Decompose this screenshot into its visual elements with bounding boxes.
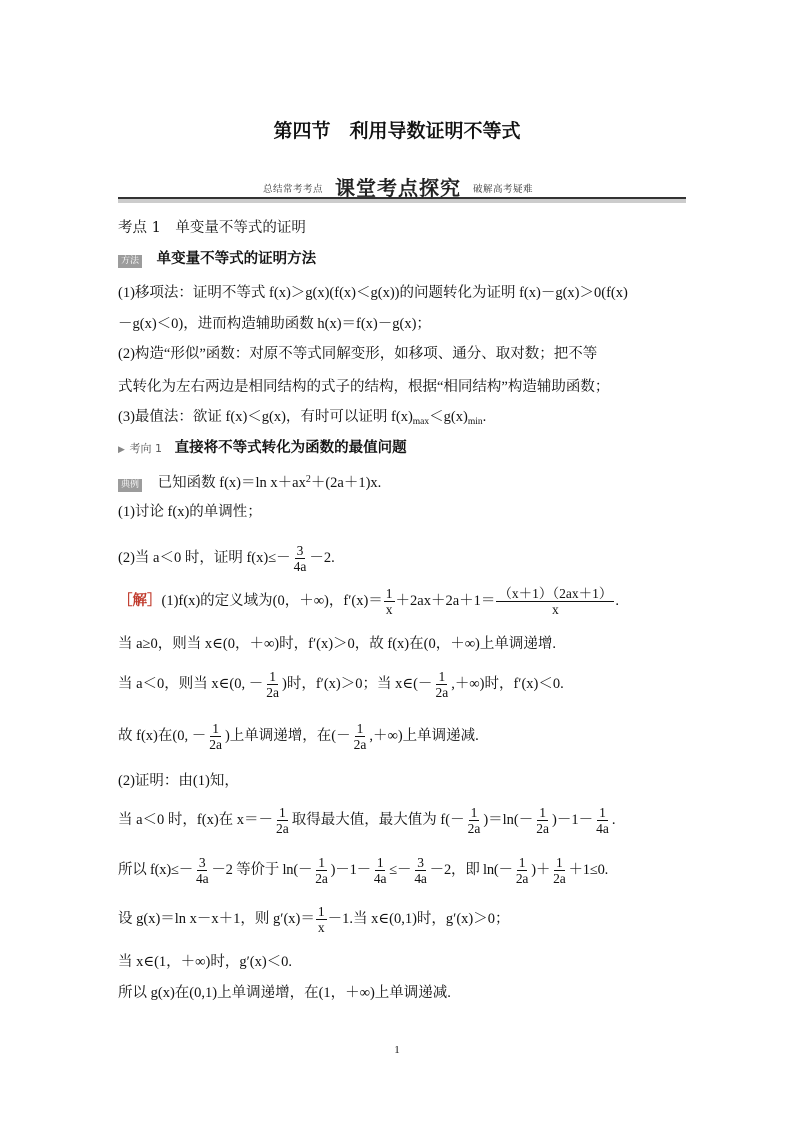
method-line-3: (2)构造“形似”函数：对原不等式同解变形，如移项、通分、取对数；把不等 [118, 346, 598, 362]
banner-right-text: 破解高考疑难 [473, 184, 534, 195]
solution-label: ［解］ [118, 593, 162, 609]
method-line-4: 式转化为左右两边是相同结构的式子的结构，根据“相同结构”构造辅助函数； [118, 379, 610, 395]
page-title: 第四节 利用导数证明不等式 [273, 120, 521, 142]
solution-line-8: 设 g(x)＝ln x－x＋1，则 g′(x)＝ $\frac{1}{x}$ －1.当 x∈(0,1)时，g′(x)＞0； [118, 903, 510, 935]
direction-header [118, 438, 407, 460]
solution-line-4: 故 f(x)在(0, － $\frac{1}{2a}$ )上单调递增，在(－ $\frac{1}{2a}$ ,＋∞)上单调递减. [118, 720, 479, 752]
solution-line-1: ［解］ (1)f(x)的定义域为(0，＋∞)，f′(x)＝ $\frac{1}{x}$ ＋2ax＋2a＋1＝ $\frac{(x+1)(2ax+1)}{x}$ . [118, 585, 620, 617]
solution-line-9: 当 x∈(1，＋∞)时，g′(x)＜0. [118, 954, 293, 970]
solution-line-7: 所以 f(x)≤－ $\frac{3}{4a}$ －2 等价于 ln(－ $\frac{1}{2a}$ )－1－ $\frac{1}{4a}$ ≤－ $\frac{3}{4a}$ －2，即 ln(－ $\frac{1}{2a}$ )＋ $\frac{1}{2a}$ ＋1≤0. [118, 854, 609, 886]
solution-line-6: 当 a＜0 时，f(x)在 x＝－ $\frac{1}{2a}$ 取得最大值，最大值为 f(－ $\frac{1}{2a}$ )＝ln(－ $\frac{1}{2a}$ )－1－ $\frac{1}{4a}$ . [118, 804, 616, 836]
section-banner [118, 172, 686, 198]
example-stem: 典例 已知函数 f(x)＝ln $x+ax^2+(2a+1)x$. [118, 470, 381, 493]
page-number: 1 [394, 1044, 400, 1056]
example-q1: (1)讨论 f(x)的单调性； [118, 504, 262, 520]
method-line-5: (3)最值法：欲证 f(x)＜g(x)，有时可以证明 $f(x)_{max}<g(x)_{min}$. [118, 409, 487, 427]
solution-line-10: 所以 g(x)在(0,1)上单调递增，在(1，＋∞)上单调递减. [118, 985, 451, 1001]
method-header [118, 249, 316, 269]
solution-line-2: 当 a≥0，则当 x∈(0，＋∞)时，f′(x)＞0，故 f(x)在(0，＋∞)上单调递增. [118, 636, 557, 652]
method-line-1: (1)移项法：证明不等式 f(x)＞g(x)(f(x)＜g(x))的问题转化为证明 f(x)－g(x)＞0(f(x) [118, 285, 628, 301]
direction-badge: 考向 1 [129, 442, 163, 455]
direction-title: 直接将不等式转化为函数的最值问题 [174, 440, 407, 456]
banner-center-text: 课堂考点探究 [335, 176, 461, 200]
section-heading: 考点 1 单变量不等式的证明 [118, 220, 306, 236]
method-title: 单变量不等式的证明方法 [156, 251, 317, 267]
solution-line-3: 当 a＜0，则当 x∈(0, － $\frac{1}{2a}$ )时，f′(x)＞0；当 x∈(－ $\frac{1}{2a}$ ,＋∞)时，f′(x)＜0. [118, 668, 564, 700]
example-badge: 典例 [118, 479, 142, 492]
method-badge: 方法 [118, 255, 142, 268]
banner-left-text: 总结常考考点 [263, 184, 324, 195]
method-line-2: －g(x)＜0)，进而构造辅助函数 h(x)＝f(x)－g(x)； [118, 316, 431, 332]
example-q2: (2)当 a＜0 时，证明 f(x)≤－ $\frac{3}{4a}$ －2. [118, 542, 335, 574]
solution-line-5: (2)证明：由(1)知， [118, 773, 239, 789]
direction-arrow-icon: ▶ [118, 445, 125, 455]
